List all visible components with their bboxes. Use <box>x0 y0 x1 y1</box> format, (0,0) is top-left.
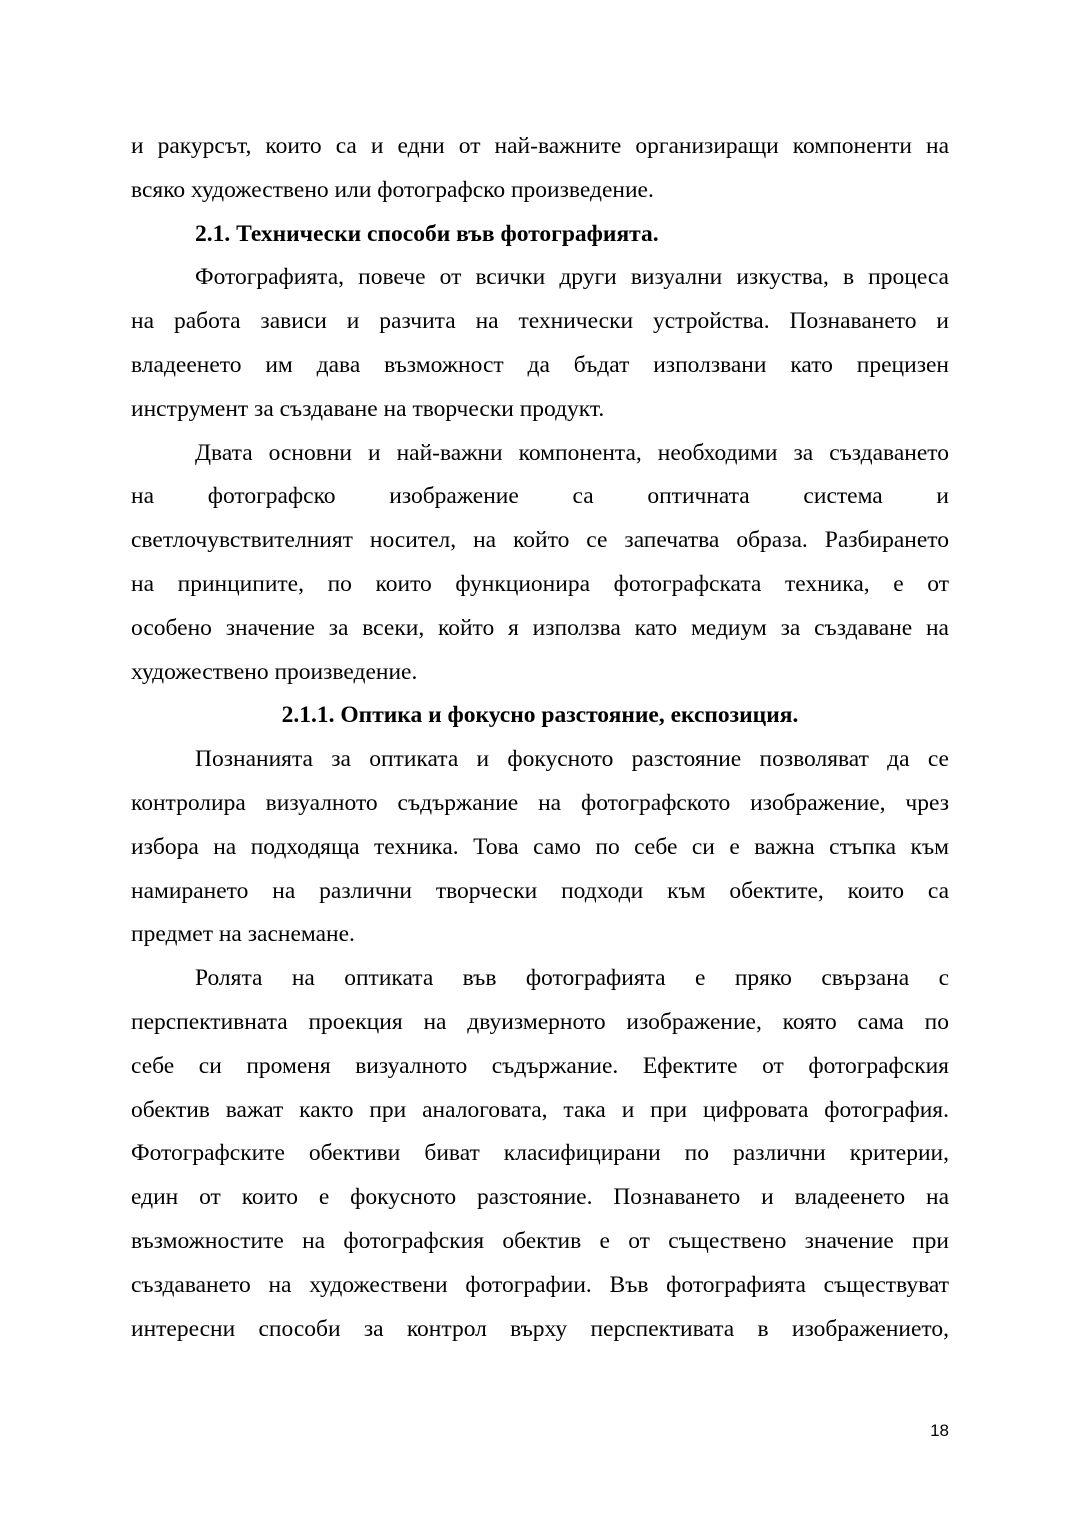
text-line: предмет на заснемане. <box>131 921 355 948</box>
text-line: възможностите на фотографския обектив е от съществено значение при <box>131 1227 949 1254</box>
text-line: на фотографско изображение са оптичната система и <box>131 483 949 510</box>
text-line: всяко художествено или фотографско произведение. <box>131 176 654 203</box>
text-line: един от които е фокусното разстояние. Познаването и владеенето на <box>131 1184 949 1211</box>
text-line: светлочувствителният носител, на който се запечатва образа. Разбирането <box>131 527 949 554</box>
text-line: владеенето им дава възможност да бъдат използвани като прецизен <box>131 351 949 378</box>
text-line: перспективната проекция на двуизмерното изображение, която сама по <box>131 1008 949 1035</box>
text-line: интересни способи за контрол върху перспективата в изображението, <box>131 1315 949 1342</box>
text-line: Познанията за оптиката и фокусното разстояние позволяват да се <box>195 746 949 773</box>
section-heading-2-1-1: 2.1.1. Оптика и фокусно разстояние, експозиция. <box>281 702 799 729</box>
page-number: 18 <box>930 1421 949 1440</box>
text-line: намирането на различни творчески подходи към обектите, които са <box>131 877 949 904</box>
text-line: Двата основни и най-важни компонента, необходими за създаването <box>195 439 949 466</box>
text-line: избора на подходяща техника. Това само по себе си е важна стъпка към <box>131 833 949 860</box>
text-line: Фотографските обективи биват класифицирани по различни критерии, <box>131 1140 949 1167</box>
text-line: на принципите, по които функционира фотографската техника, е от <box>131 570 949 597</box>
text-line: създаването на художествени фотографии. Във фотографията съществуват <box>131 1271 949 1298</box>
text-line: на работа зависи и разчита на технически устройства. Познаването и <box>131 308 949 335</box>
body-text <box>131 125 949 1351</box>
section-heading-2-1: 2.1. Технически способи във фотографията. <box>195 220 659 247</box>
text-line: художествено произведение. <box>131 658 418 685</box>
text-line: обектив важат както при аналоговата, така и при цифровата фотография. <box>131 1096 949 1123</box>
text-line: Ролята на оптиката във фотографията е пряко свързана с <box>195 965 949 992</box>
text-line: инструмент за създаване на творчески продукт. <box>131 395 605 422</box>
text-line: особено значение за всеки, който я използва като медиум за създаване на <box>131 614 949 641</box>
text-line: Фотографията, повече от всички други визуални изкуства, в процеса <box>195 264 949 291</box>
text-line: и ракурсът, които са и едни от най-важните организиращи компоненти на <box>131 133 949 159</box>
text-line: себе си променя визуалното съдържание. Ефектите от фотографския <box>131 1052 949 1079</box>
text-line: контролира визуалното съдържание на фотографското изображение, чрез <box>131 789 949 816</box>
